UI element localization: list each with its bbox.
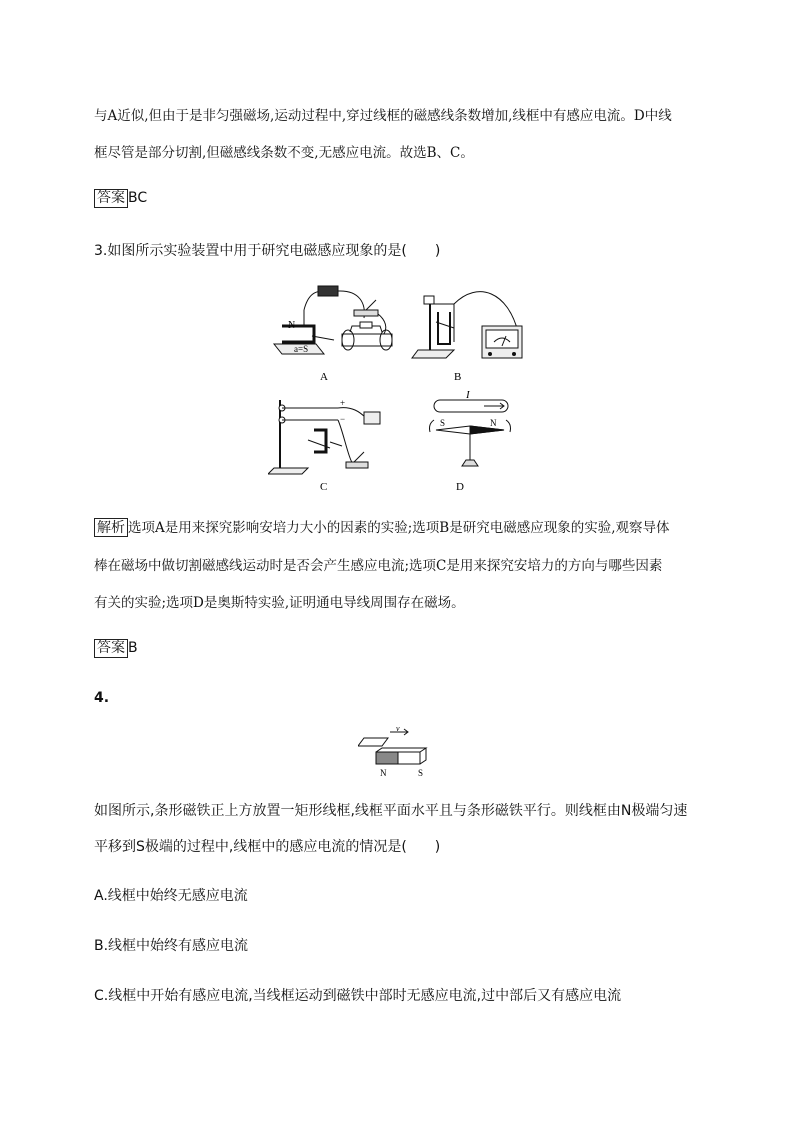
q4-option-b: B.线框中始终有感应电流: [94, 938, 249, 954]
prev-explanation-line-1: 与A近似,但由于是非匀强磁场,运动过程中,穿过线框的磁感线条数增加,线框中有感应电流。D中线: [94, 108, 672, 124]
q3-fig-a-n: N: [288, 320, 296, 331]
q4-stem-line-1: 如图所示,条形磁铁正上方放置一矩形线框,线框平面水平且与条形磁铁平行。则线框由N极端匀速: [94, 803, 688, 819]
q2-answer-value: BC: [128, 190, 148, 206]
coil-frame-icon: [358, 738, 388, 746]
q3-analysis-line-1: [94, 516, 670, 537]
q3-fig-label-c: C: [320, 481, 328, 493]
q4-figure-svg: [358, 726, 448, 780]
q3-answer-value: B: [128, 640, 138, 656]
q4-figure: [358, 726, 448, 780]
q3-fig-c-plus: +: [340, 398, 346, 408]
q4-option-a: A.线框中始终无感应电流: [94, 888, 248, 904]
q3-fig-label-b: B: [454, 371, 462, 383]
q4-fig-s: S: [418, 768, 424, 778]
q3-analysis-line-2: 棒在磁场中做切割磁感线运动时是否会产生感应电流;选项C是用来探究安培力的方向与哪些因素: [94, 558, 663, 574]
q3-answer-row: [94, 639, 138, 658]
q4-number: 4.: [94, 690, 110, 706]
answer-label: 答案: [94, 189, 128, 208]
q4-fig-v: v: [396, 726, 400, 733]
magnet-n-icon: [376, 752, 398, 764]
battery-icon: [318, 286, 338, 296]
q3-figure-svg: [268, 282, 530, 494]
q3-analysis-text-1: 选项A是用来探究影响安培力大小的因素的实验;选项B是研究电磁感应现象的实验,观察导体: [128, 520, 670, 536]
q3-fig-label-a: A: [320, 371, 328, 383]
q3-fig-d-n: N: [490, 418, 497, 428]
q3-stem: [94, 240, 440, 260]
q3-stem-text: 3.如图所示实验装置中用于研究电磁感应现象的是( ): [94, 243, 441, 259]
q3-fig-c-minus: −: [340, 414, 346, 424]
analysis-label: 解析: [94, 518, 128, 537]
q2-answer-row: [94, 189, 147, 208]
q3-figure: [268, 282, 530, 494]
q4-fig-n: N: [380, 768, 387, 778]
answer-label: 答案: [94, 639, 128, 658]
q4-stem-line-2: 平移到S极端的过程中,线框中的感应电流的情况是( ): [94, 839, 441, 855]
q4-option-c: C.线框中开始有感应电流,当线框运动到磁铁中部时无感应电流,过中部后又有感应电流: [94, 988, 622, 1004]
q3-analysis-line-3: 有关的实验;选项D是奥斯特实验,证明通电导线周围存在磁场。: [94, 595, 465, 611]
q3-fig-d-current: I: [466, 389, 470, 401]
q3-fig-label-d: D: [456, 481, 464, 493]
magnet-s-icon: [398, 752, 420, 764]
q3-fig-d-s: S: [440, 418, 446, 428]
prev-explanation-line-2: 框尽管是部分切割,但磁感线条数不变,无感应电流。故选B、C。: [94, 145, 474, 161]
q3-fig-a-as: a=S: [294, 344, 309, 354]
